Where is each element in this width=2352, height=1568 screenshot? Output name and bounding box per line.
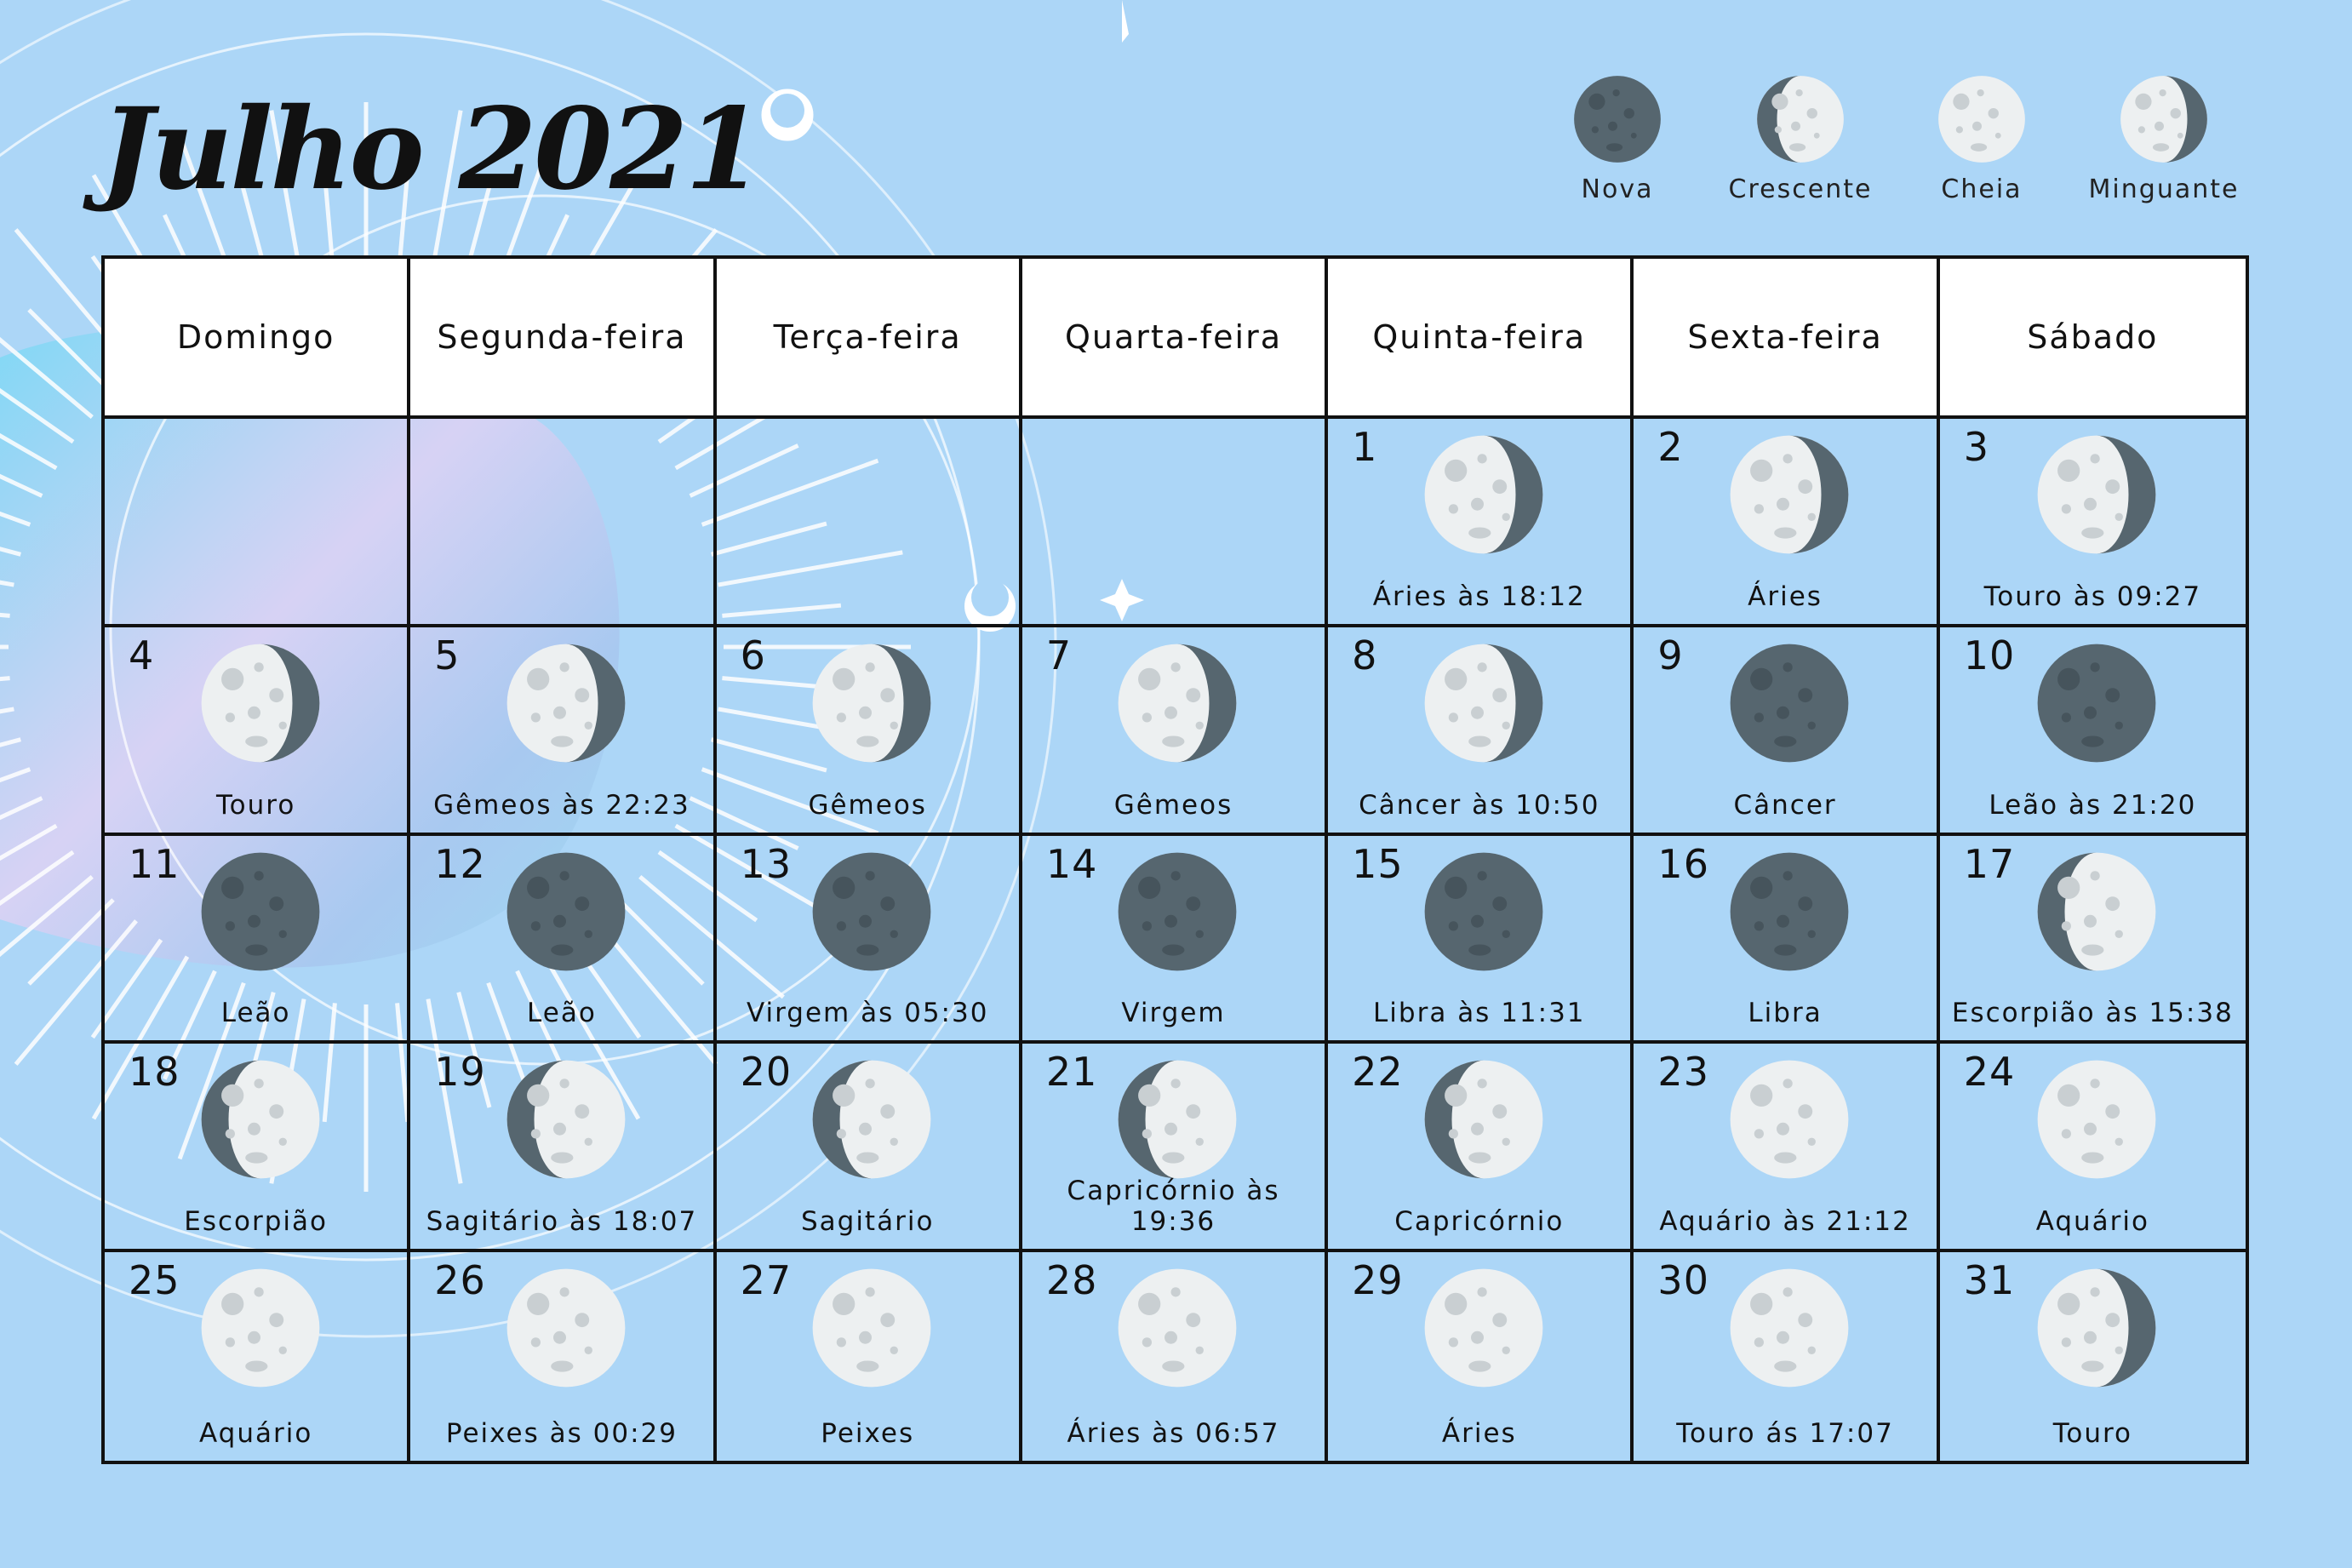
- day-number: 9: [1657, 632, 1684, 678]
- zodiac-sign-label: Virgem: [1121, 998, 1226, 1029]
- waxing-moon-icon: [1754, 72, 1847, 166]
- day-number: 28: [1045, 1257, 1098, 1304]
- legend-item-cheia: [1897, 72, 2067, 204]
- moon-phase-icon: [502, 1056, 630, 1183]
- day-cell: [717, 836, 1022, 1044]
- zodiac-sign-label: Touro: [215, 789, 296, 821]
- empty-day-cell: [410, 419, 716, 627]
- zodiac-sign-label: Áries: [1748, 581, 1823, 612]
- moon-phase-icon: [1725, 1056, 1853, 1183]
- full-moon-icon: [1935, 72, 2029, 166]
- day-number: 2: [1657, 424, 1684, 470]
- moon-phase-icon: [2033, 848, 2160, 976]
- zodiac-sign-label: Gêmeos: [1113, 789, 1233, 821]
- day-number: 20: [740, 1049, 793, 1096]
- legend-label: Minguante: [2088, 175, 2240, 204]
- moon-phase-icon: [808, 1056, 936, 1183]
- moon-phase-icon: [1420, 431, 1548, 558]
- moon-phase-icon: [2033, 431, 2160, 558]
- day-cell: [717, 1252, 1022, 1461]
- day-cell: [1940, 627, 2246, 836]
- zodiac-sign-label: Câncer: [1733, 789, 1837, 821]
- day-number: 6: [740, 632, 766, 678]
- day-number: 12: [434, 840, 486, 887]
- day-number: 1: [1352, 424, 1378, 470]
- zodiac-sign-label: Libra às 11:31: [1373, 998, 1586, 1029]
- weekday-header: Sábado: [1940, 259, 2246, 419]
- waning-moon-icon: [2117, 72, 2211, 166]
- moon-phase-icon: [502, 848, 630, 976]
- moon-phase-icon: [2033, 1264, 2160, 1392]
- day-number: 24: [1963, 1049, 2016, 1096]
- day-cell: [1022, 627, 1328, 836]
- weekday-header: Sexta-feira: [1634, 259, 1939, 419]
- day-number: 16: [1657, 840, 1709, 887]
- day-number: 3: [1963, 424, 1989, 470]
- zodiac-sign-label: Áries às 18:12: [1372, 581, 1586, 612]
- day-cell: [1940, 1252, 2246, 1461]
- calendar-grid: [101, 255, 2249, 1464]
- day-number: 29: [1352, 1257, 1404, 1304]
- empty-day-cell: [1022, 419, 1328, 627]
- day-cell: [1940, 419, 2246, 627]
- moon-phase-icon: [1420, 639, 1548, 767]
- legend-item-minguante: [2079, 72, 2249, 204]
- weekday-header: Quarta-feira: [1022, 259, 1328, 419]
- day-cell: [1634, 419, 1939, 627]
- zodiac-sign-label: Sagitário: [800, 1206, 935, 1238]
- moon-phase-icon: [1113, 1264, 1241, 1392]
- empty-day-cell: [717, 419, 1022, 627]
- legend-label: Crescente: [1728, 175, 1873, 204]
- calendar-title: Julho 2021: [100, 83, 761, 215]
- day-number: 17: [1963, 840, 2016, 887]
- moon-phase-icon: [1420, 1264, 1548, 1392]
- day-number: 4: [129, 632, 155, 678]
- empty-day-cell: [105, 419, 410, 627]
- day-number: 26: [434, 1257, 486, 1304]
- zodiac-sign-label: Capricórnio: [1394, 1206, 1565, 1238]
- day-number: 14: [1045, 840, 1098, 887]
- zodiac-sign-label: Touro ás 17:07: [1676, 1418, 1894, 1449]
- zodiac-sign-label: Gêmeos: [808, 789, 927, 821]
- zodiac-sign-label: Touro às 09:27: [1983, 581, 2202, 612]
- moon-phase-icon: [1113, 1056, 1241, 1183]
- day-cell: [105, 836, 410, 1044]
- zodiac-sign-label: Áries às 06:57: [1067, 1418, 1280, 1449]
- moon-phase-icon: [2033, 639, 2160, 767]
- zodiac-sign-label: Libra: [1748, 998, 1823, 1029]
- moon-phase-icon: [197, 639, 324, 767]
- day-number: 8: [1352, 632, 1378, 678]
- moon-phase-icon: [197, 1056, 324, 1183]
- day-cell: [1022, 1044, 1328, 1252]
- zodiac-sign-label: Aquário às 21:12: [1659, 1206, 1911, 1238]
- zodiac-sign-label: Câncer às 10:50: [1359, 789, 1600, 821]
- zodiac-sign-label: Áries: [1441, 1418, 1517, 1449]
- moon-phase-icon: [502, 639, 630, 767]
- moon-phase-icon: [1725, 1264, 1853, 1392]
- moon-phase-icon: [808, 639, 936, 767]
- new-moon-icon: [1571, 72, 1664, 166]
- day-number: 25: [129, 1257, 180, 1304]
- day-number: 13: [740, 840, 793, 887]
- zodiac-sign-label: Capricórnio às 19:36: [1067, 1176, 1280, 1238]
- moon-phase-icon: [197, 1264, 324, 1392]
- zodiac-sign-label: Sagitário às 18:07: [426, 1206, 698, 1238]
- day-cell: [105, 1044, 410, 1252]
- day-number: 22: [1352, 1049, 1404, 1096]
- moon-phase-icon: [1725, 848, 1853, 976]
- moon-phase-icon: [197, 848, 324, 976]
- weekday-header: Quinta-feira: [1328, 259, 1634, 419]
- day-number: 11: [129, 840, 180, 887]
- zodiac-sign-label: Escorpião: [184, 1206, 329, 1238]
- zodiac-sign-label: Virgem às 05:30: [746, 998, 989, 1029]
- day-cell: [1328, 419, 1634, 627]
- day-number: 7: [1045, 632, 1073, 678]
- day-cell: [410, 1044, 716, 1252]
- day-number: 15: [1352, 840, 1404, 887]
- moon-phase-icon: [808, 848, 936, 976]
- weekday-header: Terça-feira: [717, 259, 1022, 419]
- day-cell: [1022, 1252, 1328, 1461]
- weekday-header: Segunda-feira: [410, 259, 716, 419]
- day-number: 31: [1963, 1257, 2016, 1304]
- zodiac-sign-label: Leão: [220, 998, 291, 1029]
- moon-phase-icon: [502, 1264, 630, 1392]
- day-number: 27: [740, 1257, 793, 1304]
- day-cell: [1328, 627, 1634, 836]
- day-number: 5: [434, 632, 461, 678]
- day-cell: [105, 1252, 410, 1461]
- day-cell: [105, 627, 410, 836]
- day-cell: [1940, 1044, 2246, 1252]
- zodiac-sign-label: Leão: [527, 998, 597, 1029]
- day-number: 10: [1963, 632, 2016, 678]
- zodiac-sign-label: Peixes às 00:29: [445, 1418, 678, 1449]
- zodiac-sign-label: Peixes: [821, 1418, 915, 1449]
- moon-phase-icon: [808, 1264, 936, 1392]
- day-number: 19: [434, 1049, 486, 1096]
- day-cell: [717, 1044, 1022, 1252]
- day-cell: [1634, 836, 1939, 1044]
- moon-phase-icon: [1725, 431, 1853, 558]
- moon-phase-icon: [1113, 848, 1241, 976]
- moon-phase-icon: [1420, 1056, 1548, 1183]
- weekday-header: Domingo: [105, 259, 410, 419]
- day-number: 30: [1657, 1257, 1709, 1304]
- legend-label: Cheia: [1941, 175, 2023, 204]
- moon-phase-icon: [1420, 848, 1548, 976]
- moon-phase-icon: [2033, 1056, 2160, 1183]
- zodiac-sign-label: Escorpião às 15:38: [1951, 998, 2234, 1029]
- day-cell: [1022, 836, 1328, 1044]
- day-cell: [1328, 1044, 1634, 1252]
- day-cell: [1634, 1044, 1939, 1252]
- moon-phase-icon: [1725, 639, 1853, 767]
- day-number: 18: [129, 1049, 180, 1096]
- day-number: 21: [1045, 1049, 1098, 1096]
- day-cell: [410, 1252, 716, 1461]
- moon-phase-icon: [1113, 639, 1241, 767]
- day-cell: [1328, 836, 1634, 1044]
- day-cell: [410, 836, 716, 1044]
- day-cell: [1940, 836, 2246, 1044]
- moon-phase-legend: [1532, 72, 2264, 217]
- legend-item-crescente: [1715, 72, 1886, 204]
- day-number: 23: [1657, 1049, 1709, 1096]
- zodiac-sign-label: Gêmeos às 22:23: [433, 789, 690, 821]
- day-cell: [717, 627, 1022, 836]
- legend-item-nova: [1532, 72, 1702, 204]
- zodiac-sign-label: Touro: [2052, 1418, 2132, 1449]
- zodiac-sign-label: Aquário: [2035, 1206, 2149, 1238]
- day-cell: [410, 627, 716, 836]
- day-cell: [1634, 627, 1939, 836]
- legend-label: Nova: [1581, 175, 1654, 204]
- zodiac-sign-label: Aquário: [198, 1418, 313, 1449]
- zodiac-sign-label: Leão às 21:20: [1989, 789, 2197, 821]
- day-cell: [1328, 1252, 1634, 1461]
- day-cell: [1634, 1252, 1939, 1461]
